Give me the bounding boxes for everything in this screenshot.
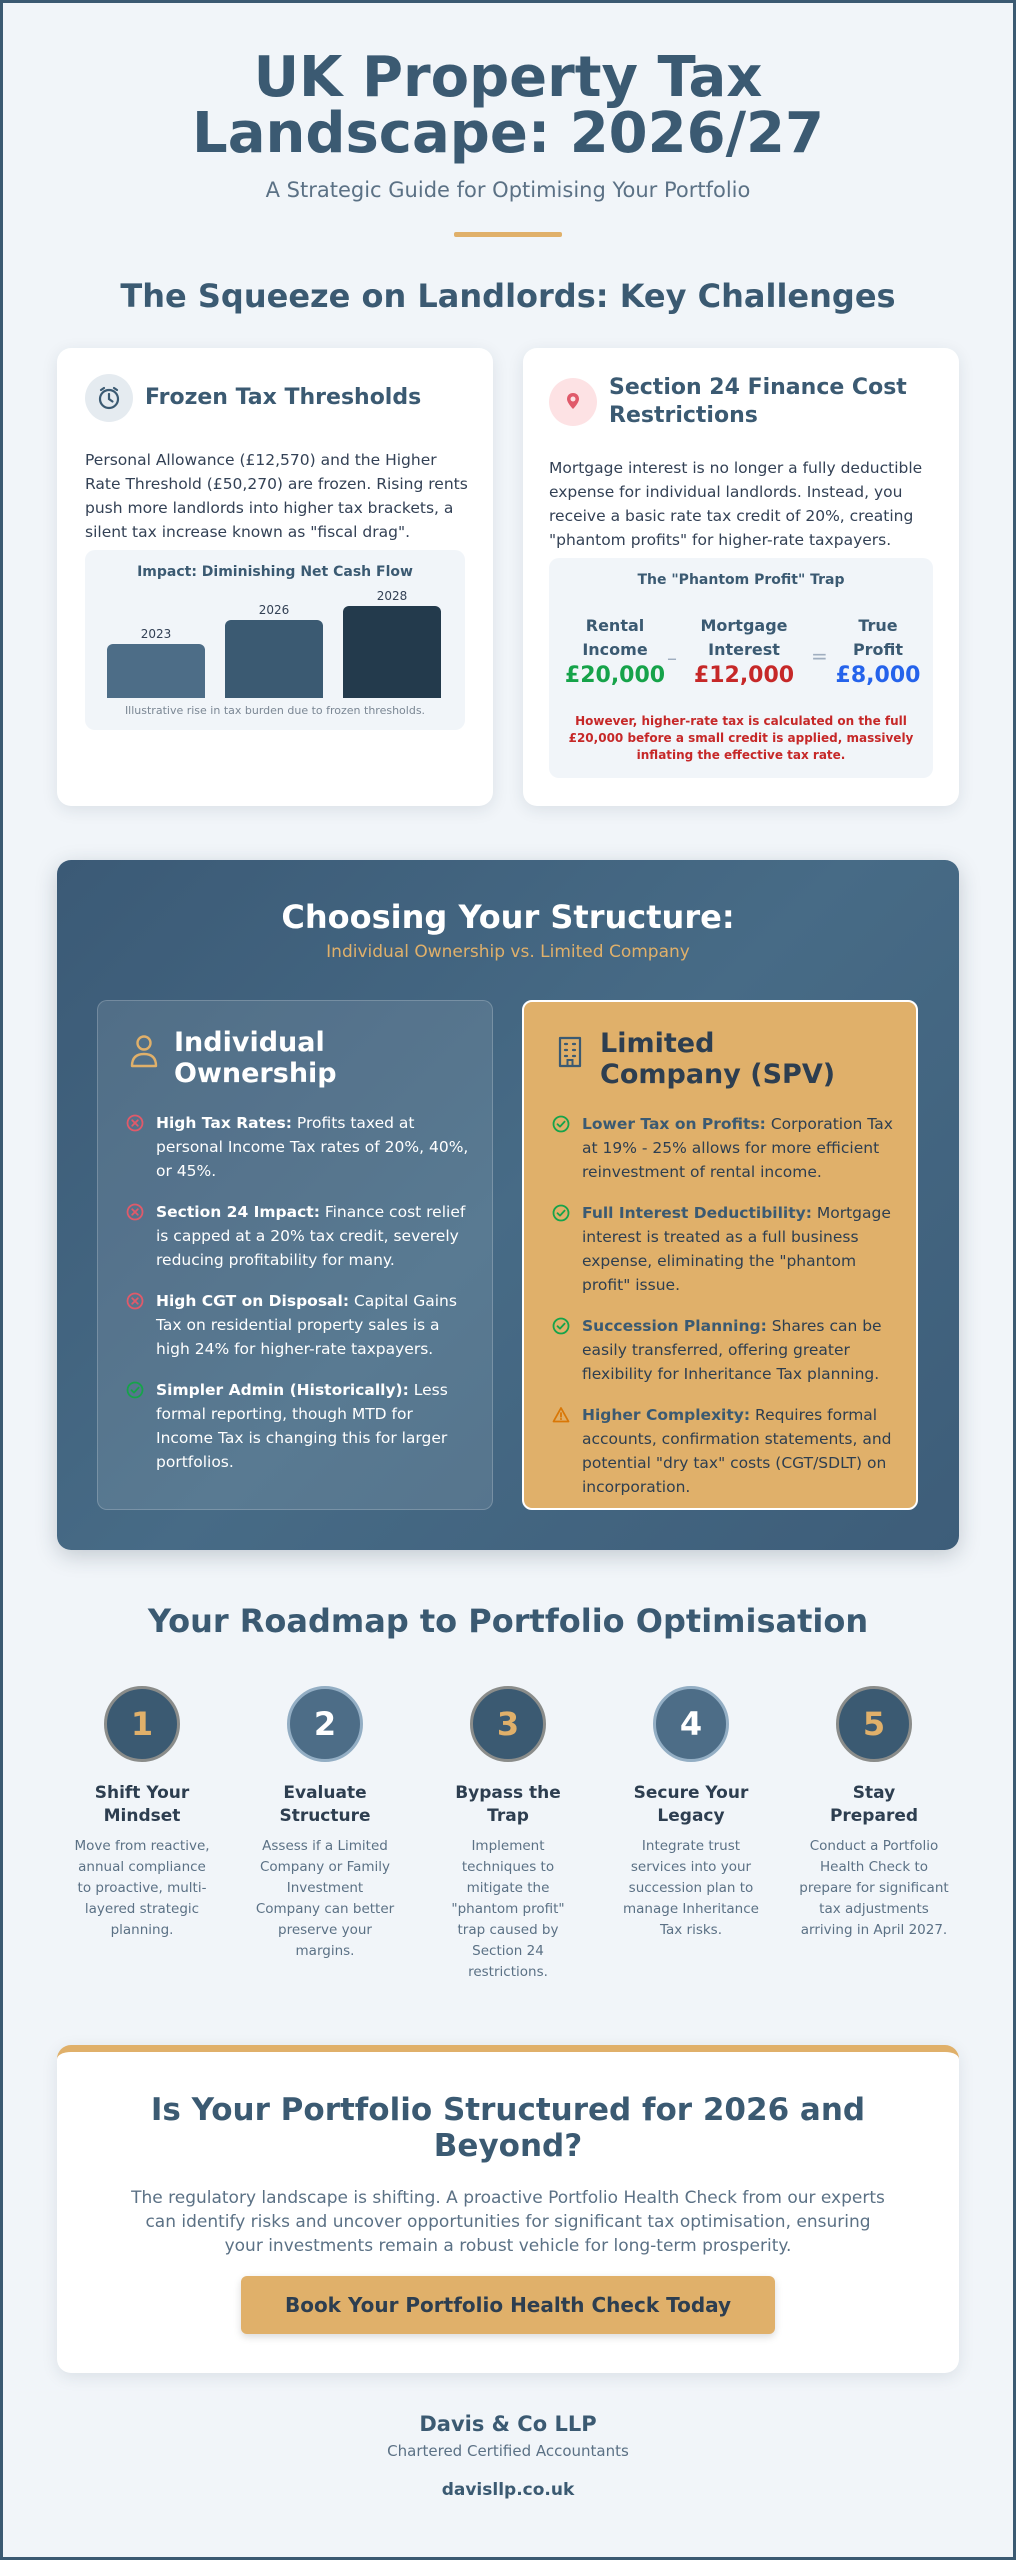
chart-bar-label-2023: 2023 (140, 627, 172, 641)
chart-bar-2023 (107, 644, 205, 698)
mortgage-interest-value: £12,000 (693, 663, 795, 688)
rental-income-column (555, 614, 675, 690)
check-circle-icon (126, 1381, 144, 1399)
chart-title: Impact: Diminishing Net Cash Flow (137, 564, 413, 580)
true-profit-value: £8,000 (835, 663, 921, 688)
company-point-text (582, 1201, 898, 1297)
step-title: Evaluate Structure (279, 1783, 371, 1826)
individual-point-text (156, 1111, 472, 1183)
individual-point-detail: Capital Gains Tax on residential property sales is a high 24% for higher-rate taxpayers. (156, 1292, 457, 1358)
individual-ownership-panel (97, 1000, 493, 1510)
step-description: Implement techniques to mitigate the "phantom profit" trap caused by Section 24 restrictions. (451, 1838, 565, 1980)
company-point-detail: Requires formal accounts, confirmation statements, and potential "dry tax" costs (CGT/SDLT) on incorporation. (582, 1406, 892, 1496)
individual-title: Individual Ownership (174, 1027, 337, 1089)
book-health-check-button[interactable]: Book Your Portfolio Health Check Today (241, 2276, 775, 2334)
page-subtitle: A Strategic Guide for Optimising Your Portfolio (265, 178, 751, 202)
phantom-title: The "Phantom Profit" Trap (637, 572, 845, 588)
individual-point-text (156, 1378, 472, 1474)
company-point-detail: Corporation Tax at 19% - 25% allows for more efficient reinvestment of rental income. (582, 1115, 893, 1181)
mortgage-interest-label: Mortgage Interest (700, 616, 788, 659)
roadmap-step (423, 1686, 593, 1983)
person-icon (128, 1033, 160, 1069)
roadmap-step (789, 1686, 959, 1941)
step-title: Stay Prepared (829, 1783, 919, 1826)
step-description: Integrate trust services into your succession plan to manage Inheritance Tax risks. (623, 1838, 759, 1938)
individual-point (126, 1200, 472, 1272)
company-point-label: Higher Complexity: (582, 1406, 751, 1424)
company-point (552, 1314, 898, 1386)
x-circle-icon (126, 1203, 144, 1221)
section24-card (523, 348, 959, 806)
individual-point-label: High Tax Rates: (156, 1114, 292, 1132)
phantom-warning: However, higher-rate tax is calculated on the full £20,000 before a small credit is applied, massively inflating the effective tax rate. (568, 714, 914, 762)
page-title: UK Property Tax Landscape: 2026/27 (192, 45, 824, 166)
company-header (554, 1028, 860, 1090)
limited-company-panel (522, 1000, 918, 1510)
individual-point (126, 1289, 472, 1361)
cta-title: Is Your Portfolio Structured for 2026 and Beyond? (150, 2092, 866, 2164)
step-number: 2 (287, 1686, 363, 1762)
company-point-label: Succession Planning: (582, 1317, 767, 1335)
warning-icon (552, 1406, 570, 1424)
roadmap-step (57, 1686, 227, 1941)
step-number: 5 (836, 1686, 912, 1762)
company-point-text (582, 1403, 898, 1499)
pin-icon (549, 378, 597, 426)
individual-point-label: High CGT on Disposal: (156, 1292, 350, 1310)
individual-point-detail: Profits taxed at personal Income Tax rates of 20%, 40%, or 45%. (156, 1114, 469, 1180)
section24-card-body: Mortgage interest is no longer a fully deductible expense for individual landlords. Instead, you receive a basic rate tax credit of 20%, creating "phantom profits" for higher-rate taxpayers. (549, 459, 923, 549)
x-circle-icon (126, 1292, 144, 1310)
title-divider (454, 232, 562, 237)
step-title: Shift Your Mindset (94, 1783, 190, 1826)
individual-point-detail: Finance cost relief is capped at a 20% tax credit, severely reducing profitability for many. (156, 1203, 466, 1269)
individual-point-text (156, 1289, 472, 1361)
footer (0, 2412, 1016, 2500)
company-point (552, 1112, 898, 1184)
company-point-label: Lower Tax on Profits: (582, 1115, 766, 1133)
step-description: Move from reactive, annual compliance to proactive, multi-layered strategic planning. (74, 1838, 210, 1938)
company-point-detail: Shares can be easily transferred, offering greater flexibility for Inheritance Tax planning. (582, 1317, 882, 1383)
challenges-heading: The Squeeze on Landlords: Key Challenges (120, 277, 896, 315)
company-title: Limited Company (SPV) (600, 1028, 836, 1090)
true-profit-label: True Profit (852, 616, 904, 659)
individual-point-label: Section 24 Impact: (156, 1203, 320, 1221)
minus-sign: – (667, 646, 677, 670)
clock-icon (85, 374, 133, 422)
chart-note: Illustrative rise in tax burden due to frozen thresholds. (124, 704, 426, 717)
step-title: Bypass the Trap (455, 1783, 561, 1826)
section24-card-header (549, 374, 939, 430)
x-circle-icon (126, 1114, 144, 1132)
building-icon (554, 1034, 586, 1070)
structure-comparison (57, 860, 959, 1550)
chart-bar-2026 (225, 620, 323, 698)
company-point (552, 1201, 898, 1297)
mortgage-interest-column (679, 614, 809, 690)
step-title: Secure Your Legacy (633, 1783, 749, 1826)
phantom-profit-panel (549, 558, 933, 778)
roadmap-step (606, 1686, 776, 1941)
individual-point-label: Simpler Admin (Historically): (156, 1381, 409, 1399)
rental-income-value: £20,000 (564, 663, 666, 688)
company-point-label: Full Interest Deductibility: (582, 1204, 812, 1222)
step-number: 1 (104, 1686, 180, 1762)
roadmap-heading: Your Roadmap to Portfolio Optimisation (147, 1602, 869, 1640)
rental-income-label: Rental Income (582, 616, 648, 659)
true-profit-column (823, 614, 933, 690)
frozen-thresholds-card (57, 348, 493, 806)
firm-name: Davis & Co LLP (419, 2412, 597, 2436)
step-number: 3 (470, 1686, 546, 1762)
check-circle-icon (552, 1317, 570, 1335)
individual-point (126, 1111, 472, 1183)
individual-point-text (156, 1200, 472, 1272)
step-number: 4 (653, 1686, 729, 1762)
chart-bar-label-2026: 2026 (258, 603, 290, 617)
company-points (552, 1112, 898, 1516)
company-point-text (582, 1112, 898, 1184)
firm-tagline: Chartered Certified Accountants (387, 2442, 629, 2460)
check-circle-icon (552, 1204, 570, 1222)
frozen-card-header (85, 374, 475, 422)
company-point-text (582, 1314, 898, 1386)
check-circle-icon (552, 1115, 570, 1133)
cta-panel (57, 2045, 959, 2373)
step-description: Conduct a Portfolio Health Check to prepare for significant tax adjustments arriving in April 2027. (799, 1838, 949, 1938)
chart-bar-label-2028: 2028 (376, 589, 408, 603)
frozen-card-title: Frozen Tax Thresholds (145, 385, 422, 410)
structure-subtitle: Individual Ownership vs. Limited Company (326, 942, 690, 962)
individual-point-detail: Less formal reporting, though MTD for Income Tax is changing this for larger portfolios. (156, 1381, 448, 1471)
firm-website-link[interactable]: davisllp.co.uk (441, 2480, 575, 2500)
individual-points (126, 1111, 472, 1491)
individual-point (126, 1378, 472, 1474)
cashflow-bar-chart (85, 550, 465, 730)
header (0, 45, 1016, 237)
cta-body: The regulatory landscape is shifting. A proactive Portfolio Health Check from our experts can identify risks and uncover opportunities for significant tax optimisation, ensuring your investments remain a robust vehicle for long-term prosperity. (131, 2188, 885, 2256)
chart-bar-2028 (343, 606, 441, 698)
step-description: Assess if a Limited Company or Family Investment Company can better preserve your margins. (255, 1838, 395, 1959)
frozen-card-body: Personal Allowance (£12,570) and the Higher Rate Threshold (£50,270) are frozen. Rising rents push more landlords into higher tax brackets, a silent tax increase known as "fiscal drag". (85, 451, 468, 541)
equals-sign: = (811, 644, 828, 668)
individual-header (128, 1027, 434, 1089)
company-point-detail: Mortgage interest is treated as a full business expense, eliminating the "phantom profit" issue. (582, 1204, 891, 1294)
structure-title: Choosing Your Structure: (281, 898, 735, 936)
company-point (552, 1403, 898, 1499)
section24-card-title: Section 24 Finance Cost Restrictions (609, 375, 907, 428)
cashflow-chart-panel (85, 550, 465, 730)
roadmap-step (240, 1686, 410, 1962)
